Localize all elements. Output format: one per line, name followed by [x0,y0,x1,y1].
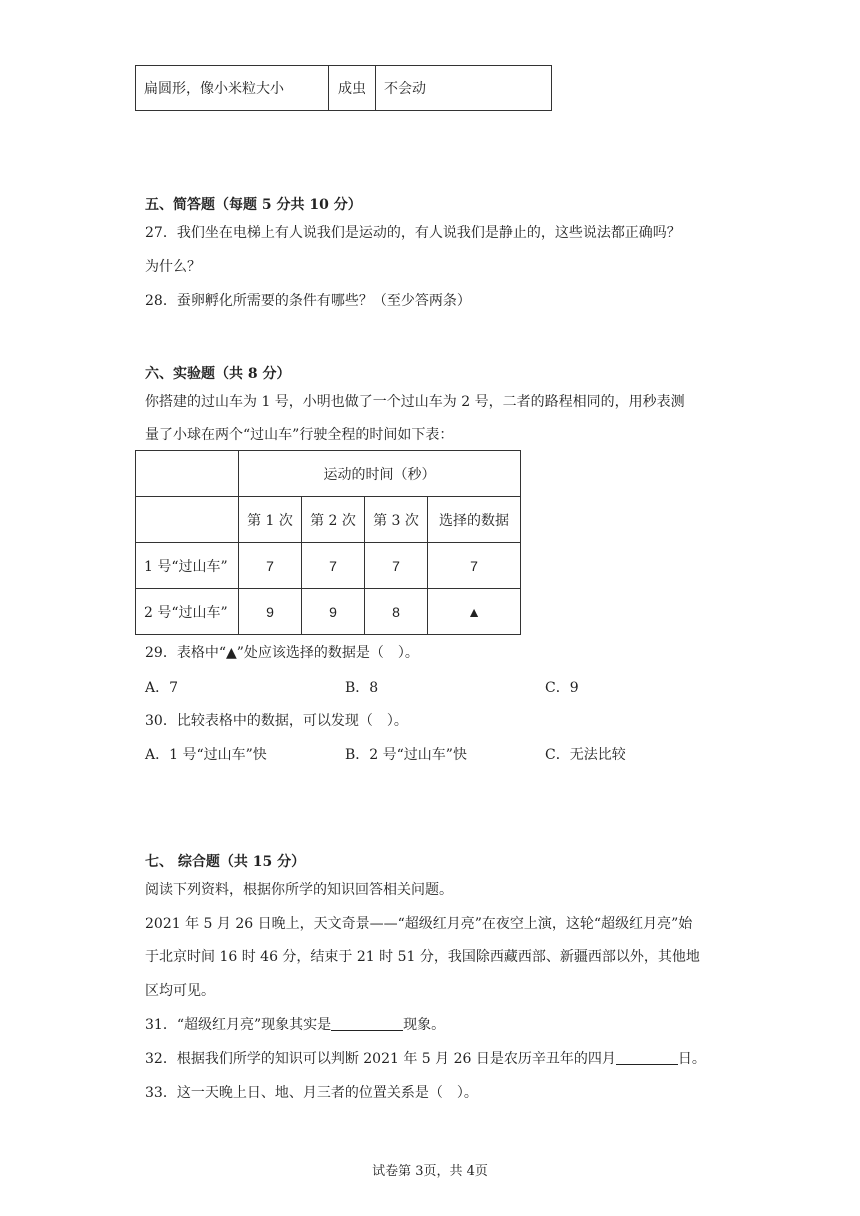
table-cell: 扁圆形，像小米粒大小 [136,66,329,111]
section-5-title: 五、简答题（每题 5 分共 10 分） [145,197,362,213]
column-header: 选择的数据 [428,497,521,543]
question-28: 28．蚕卵孵化所需要的条件有哪些？（至少答两条） [145,293,471,309]
timing-table [135,450,521,635]
option-a: A．1 号“过山车”快 [145,747,267,763]
row-label: 1 号“过山车” [136,543,239,589]
question-32-suffix: 日。 [677,1051,706,1067]
option-c: C．9 [545,680,579,696]
question-33: 33．这一天晚上日、地、月三者的位置关系是（ ）。 [145,1085,478,1101]
table-cell: 7 [302,543,365,589]
question-32-text: 32．根据我们所学的知识可以判断 2021 年 5 月 26 日是农历辛丑年的四月 [145,1051,616,1067]
group-header: 运动的时间（秒） [239,451,521,497]
section-6-title: 六、实验题（共 8 分） [145,366,291,382]
triangle-marker: ▲ [428,589,521,635]
question-29: 29．表格中“▲”处应该选择的数据是（ ）。 [145,645,419,661]
column-header: 第 2 次 [302,497,365,543]
question-31-suffix: 现象。 [403,1017,446,1033]
section-6-intro: 你搭建的过山车为 1 号，小明也做了一个过山车为 2 号，二者的路程相同的，用秒表测 [145,394,685,410]
table-row [136,451,521,497]
table-cell: 7 [239,543,302,589]
table-cell: 7 [428,543,521,589]
option-b: B．2 号“过山车”快 [345,747,467,763]
section-7-title: 七、 综合题（共 15 分） [145,854,306,870]
table-cell: 9 [302,589,365,635]
table-cell [136,497,239,543]
question-27: 27．我们坐在电梯上有人说我们是运动的，有人说我们是静止的，这些说法都正确吗？ [145,225,681,241]
section-6-intro-cont: 量了小球在两个“过山车”行驶全程的时间如下表： [145,427,454,443]
table-row [136,497,521,543]
table-cell [136,451,239,497]
row-label: 2 号“过山车” [136,589,239,635]
passage-line: 2021 年 5 月 26 日晚上，天文奇景——“超级红月亮”在夜空上演，这轮“超级红月亮”始 [145,916,693,932]
option-a: A．7 [145,680,179,696]
table-cell: 8 [365,589,428,635]
question-31 [145,1014,445,1034]
table-cell: 成虫 [329,66,376,111]
answer-blank[interactable] [331,1016,403,1031]
answer-blank[interactable] [616,1050,678,1065]
table-cell: 不会动 [376,66,552,111]
page-footer: 试卷第 3页，共 4页 [372,1164,488,1179]
table-cell: 9 [239,589,302,635]
column-header: 第 1 次 [239,497,302,543]
passage-line: 于北京时间 16 时 46 分，结束于 21 时 51 分，我国除西藏西部、新疆西部以外，其他地 [145,949,700,965]
question-27-cont: 为什么？ [145,259,201,275]
table-row [136,589,521,635]
question-31-text: 31．“超级红月亮”现象其实是 [145,1017,332,1033]
question-30: 30．比较表格中的数据，可以发现（ ）。 [145,713,408,729]
section-7-intro: 阅读下列资料，根据你所学的知识回答相关问题。 [145,882,453,898]
table-row [136,66,552,111]
option-c: C．无法比较 [545,747,626,763]
table-cell: 7 [365,543,428,589]
question-32 [145,1048,706,1068]
top-table [135,65,552,111]
column-header: 第 3 次 [365,497,428,543]
option-b: B．8 [345,680,379,696]
passage-line: 区均可见。 [145,983,215,999]
table-row [136,543,521,589]
